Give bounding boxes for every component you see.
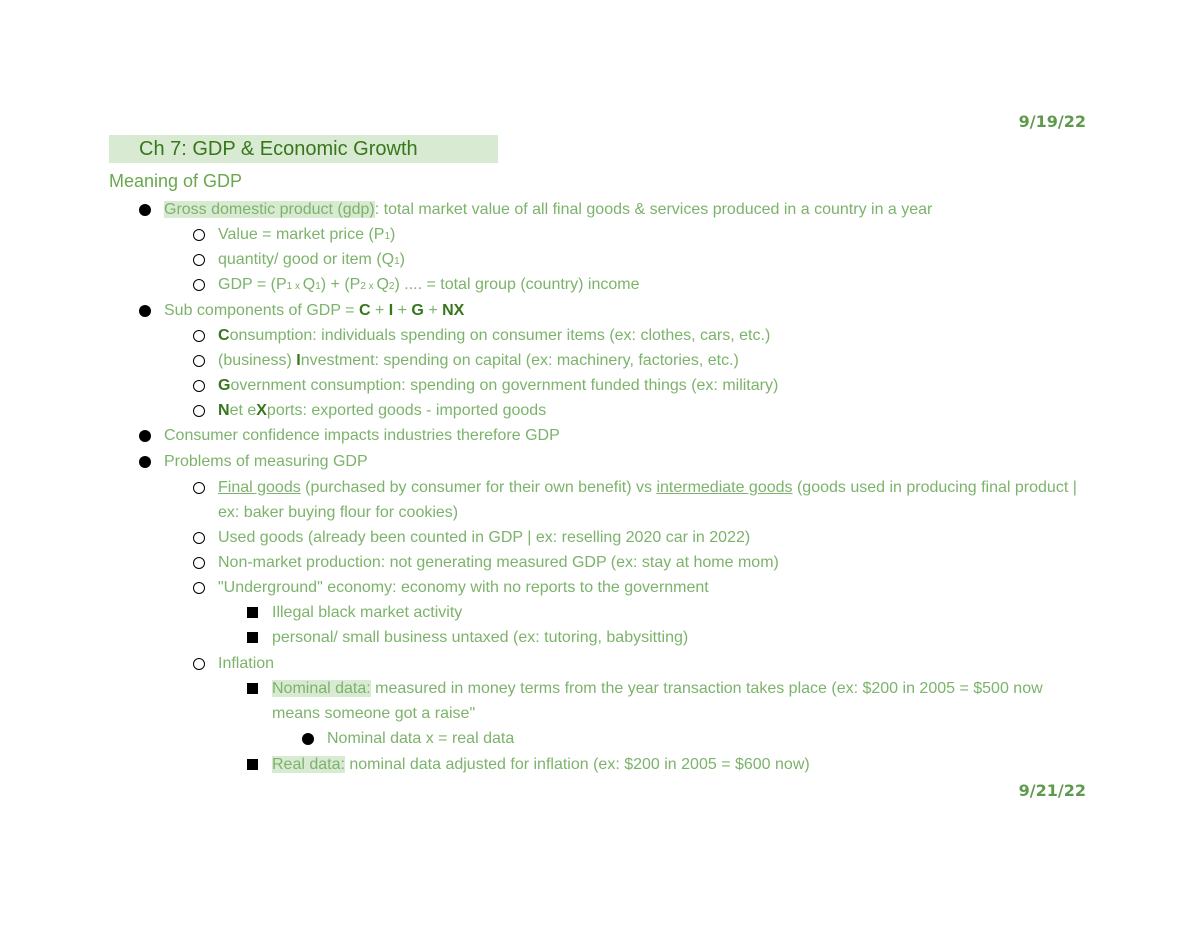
circle-bullet-icon (193, 482, 205, 494)
text: + (423, 302, 443, 319)
circle-bullet-icon (193, 380, 205, 392)
list-item (218, 323, 770, 348)
text: Illegal black market activity (272, 604, 463, 621)
list-item (272, 676, 1092, 726)
text: x (365, 281, 377, 292)
square-bullet-icon (247, 632, 258, 643)
note-date: 9/21/22 (1018, 781, 1086, 800)
text: personal/ small business untaxed (ex: tutoring, babysitting) (272, 629, 689, 646)
text: Problems of measuring GDP (164, 453, 368, 470)
highlighted-term: Nominal data: (272, 680, 371, 697)
text: Q (376, 276, 389, 293)
list-item (164, 197, 932, 222)
list-item (218, 272, 639, 299)
list-item (218, 398, 546, 423)
disc-bullet-icon (139, 430, 151, 442)
circle-bullet-icon (193, 229, 205, 241)
text: Q (302, 276, 316, 293)
list-item (164, 449, 368, 474)
disc-bullet-icon (139, 456, 151, 468)
list-item (164, 423, 560, 448)
text: "Underground" economy: economy with no reports to the government (218, 579, 709, 596)
square-bullet-icon (247, 607, 258, 618)
text: + (370, 302, 389, 319)
circle-bullet-icon (193, 532, 205, 544)
subscript: 1 (394, 256, 400, 267)
list-item (218, 247, 405, 274)
text: Non-market production: not generating measured GDP (ex: stay at home mom) (218, 554, 779, 571)
text: Consumer confidence impacts industries therefore GDP (164, 427, 560, 444)
highlighted-term: Real data: (272, 756, 345, 773)
text: Value = market price (P (218, 226, 385, 243)
text: x (292, 281, 303, 292)
text: et e (229, 402, 257, 419)
text: ) .... = total group (country) income (394, 276, 640, 293)
list-item (218, 575, 709, 600)
bold-letter: NX (442, 302, 465, 319)
list-item (218, 525, 750, 550)
page-title: Ch 7: GDP & Economic Growth (139, 138, 418, 160)
list-item (272, 600, 462, 625)
circle-bullet-icon (193, 279, 205, 291)
text: nominal data adjusted for inflation (ex: $200 in 2005 = $600 now) (344, 756, 810, 773)
text: ports: exported goods - imported goods (266, 402, 547, 419)
bold-letter: C (218, 327, 230, 344)
circle-bullet-icon (193, 330, 205, 342)
underlined-term: intermediate goods (656, 479, 793, 496)
subscript: 1 (315, 281, 321, 292)
text: onsumption: individuals spending on consumer items (ex: clothes, cars, etc.) (229, 327, 771, 344)
list-item (272, 752, 810, 777)
text: ) + (P (320, 276, 361, 293)
definition-text: : total market value of all final goods & services produced in a country in a year (374, 201, 933, 218)
text: ) (399, 251, 405, 268)
text: Nominal data x = real data (327, 730, 515, 747)
text: nvestment: spending on capital (ex: machinery, factories, etc.) (300, 352, 739, 369)
text: Sub components of GDP = (164, 302, 359, 319)
note-date: 9/19/22 (1018, 112, 1086, 131)
text: measured in money terms from the year transaction takes place (ex: $200 in 2005 = $500 now means someone got a raise" (272, 680, 1043, 722)
list-item (218, 222, 395, 249)
bold-letter: G (411, 302, 424, 319)
list-item (218, 550, 779, 575)
text: overnment consumption: spending on government funded things (ex: military) (230, 377, 779, 394)
text: (purchased by consumer for their own benefit) vs (300, 479, 657, 496)
circle-bullet-icon (193, 658, 205, 670)
text: GDP = (P (218, 276, 287, 293)
bold-letter: I (296, 352, 301, 369)
subscript: 1 (384, 231, 390, 242)
list-item (218, 475, 1098, 525)
list-item (218, 651, 274, 676)
text: ) (390, 226, 396, 243)
circle-bullet-icon (193, 557, 205, 569)
circle-bullet-icon (193, 254, 205, 266)
text: (business) (218, 352, 297, 369)
circle-bullet-icon (193, 582, 205, 594)
disc-bullet-icon (139, 204, 151, 216)
subscript: 2 (388, 281, 395, 292)
bold-letter: G (218, 377, 231, 394)
bold-letter: N (218, 402, 230, 419)
subscript: 1 (286, 281, 293, 292)
text: (goods used in producing final product | ex: baker buying flour for cookies) (218, 479, 1077, 521)
square-bullet-icon (247, 683, 258, 694)
list-item (164, 298, 464, 323)
circle-bullet-icon (193, 355, 205, 367)
text: Used goods (already been counted in GDP | ex: reselling 2020 car in 2022) (218, 529, 751, 546)
square-bullet-icon (247, 759, 258, 770)
circle-bullet-icon (193, 405, 205, 417)
highlighted-term: Gross domestic product (gdp) (164, 201, 375, 218)
bold-letter: X (256, 402, 267, 419)
list-item (218, 348, 739, 373)
list-item (327, 726, 514, 751)
section-heading: Meaning of GDP (109, 171, 243, 191)
disc-bullet-icon (302, 733, 314, 745)
title-banner (109, 135, 498, 163)
list-item (218, 373, 778, 398)
text: quantity/ good or item (Q (218, 251, 395, 268)
text: Inflation (218, 655, 275, 672)
text: + (393, 302, 412, 319)
list-item (272, 625, 688, 650)
bold-letter: C (358, 302, 371, 319)
disc-bullet-icon (139, 305, 151, 317)
underlined-term: Final goods (218, 479, 301, 496)
bold-letter: I (388, 302, 394, 319)
subscript: 2 (360, 281, 366, 292)
